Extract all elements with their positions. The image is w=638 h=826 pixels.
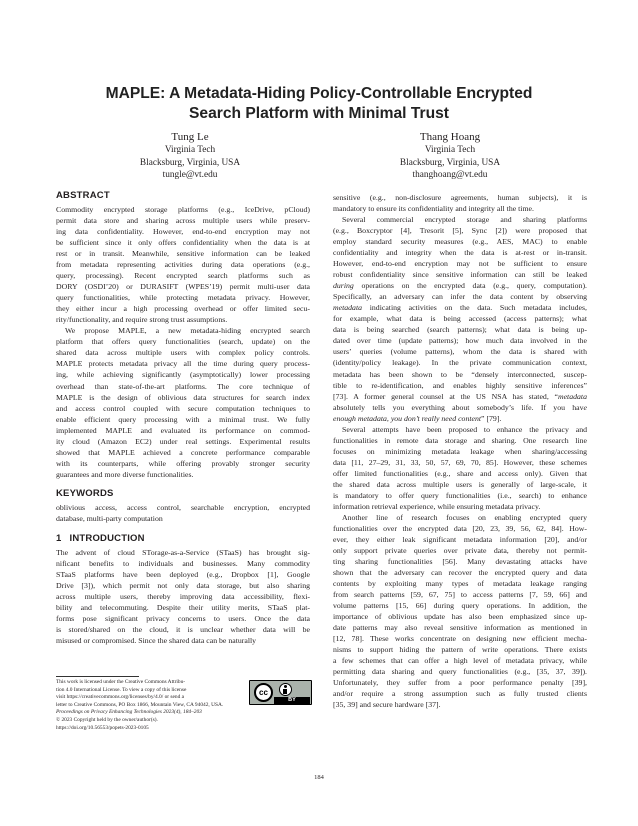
paper-title <box>40 84 598 123</box>
text-line: shared data across multiple users with complex policy controls. <box>56 348 310 358</box>
text-line: focuses on minimizing metadata leakage when sharing/accessing <box>333 446 587 456</box>
text-line: data [11, 27–29, 31, 33, 50, 57, 69, 70, 85]. However, these schemes <box>333 457 587 467</box>
text-line: Several commercial encrypted storage and sharing platforms <box>342 215 587 225</box>
text-line: bility and telecommuting. Despite their utility merits, STaaS plat- <box>56 603 310 612</box>
text-line: forms pose significant privacy concerns to users. Once the data <box>56 614 310 624</box>
text-line: (identity/policy leakage). In the private communication context, <box>333 358 587 368</box>
text-line: ity cloud (Amazon EC2) under real settings. Experimental results <box>56 436 310 446</box>
right-column <box>333 192 587 710</box>
text-line: query, processing). Recent encrypted search platforms such as <box>56 271 310 281</box>
text-line: date patterns may also reveal sensitive information as mentioned in <box>333 623 587 633</box>
text-line: Specifically, an adversary can infer the data content by observing <box>333 292 587 302</box>
text-line: importance of oblivious update has also been emphasized since up- <box>333 612 587 622</box>
text-line: permitting data sharing and query functionalities (e.g., [35, 37, 39]). <box>333 667 587 677</box>
text-line: Drive [3]), which permit not only data storage, but also sharing <box>56 580 310 590</box>
abstract-body <box>56 204 310 480</box>
text-line: functionalities over the encrypted data [20, 23, 39, 56, 62, 84]. How- <box>333 523 587 533</box>
text-line: ing, while achieving significantly (asymptotically) lower processing <box>56 370 310 380</box>
text-line: guarantees and more diverse functionalities. <box>56 469 194 479</box>
author-block <box>340 131 560 181</box>
text-line: for example, what data is being accessed (access patterns); what <box>333 314 587 324</box>
text-line: ever, they either leak significant metadata information [20], and/or <box>333 534 587 544</box>
text-line: MAPLE protects metadata privacy all the time during query process- <box>56 359 310 369</box>
section-number: 1 <box>56 532 62 544</box>
proceedings-line: Proceedings on Privacy Enhancing Technologies 2023(4), 184–203 <box>56 709 202 716</box>
text-line: employ standard security measures (e.g., AES, MAC) to enable <box>333 237 587 247</box>
text-line: shown that the adversary can recover the encrypted query and data <box>333 568 587 578</box>
license-line: letter to Creative Commons, PO Box 1866, Mountain View, CA 94042, USA. <box>56 701 224 708</box>
text-line: volume patterns [15, 66] during query operations. In addition, the <box>333 601 587 611</box>
text-line: robust confidentiality since sensitive information can still be leaked <box>333 270 587 280</box>
text-line: ing data confidentiality. However, end-to-end encryption may not <box>56 227 310 237</box>
left-column <box>56 190 310 646</box>
text-line: only support private queries over private data, thereby not permit- <box>333 546 587 555</box>
text-line: absolutely tells you everything about somebody’s life. If you have <box>333 402 587 412</box>
text-line: from search patterns [59, 67, 75] to access patterns [7, 59, 66] and <box>333 590 587 600</box>
text-line: oblivious access, access control, searchable encryption, encrypted <box>56 502 310 512</box>
author-name: Thang Hoang <box>419 131 481 143</box>
text-line: contents by exploiting many types of metadata leakage ranging <box>333 579 587 589</box>
author-location: Blacksburg, Virginia, USA <box>399 157 501 168</box>
text-line: is mandatory to offer query functionalities (i.e., search) to enhance <box>333 490 587 500</box>
text-line: Commodity encrypted storage platforms (e.g., IceDrive, pCloud) <box>56 205 310 214</box>
text-line: is stored/shared on the cloud, it is unclear whether data will be <box>56 625 310 635</box>
text-line: rest or in transit. Meanwhile, sensitive information can be leaked <box>56 249 310 259</box>
title-line: Search Platform with Minimal Trust <box>189 104 449 122</box>
license-line: visit https://creativecommons.org/licenses/by/4.0/ or send a <box>56 694 185 701</box>
license-text <box>56 679 242 709</box>
text-line: a few schemes that can offer a high level of metadata privacy, while <box>333 656 587 666</box>
text-line: Unfortunately, they suffer from a poor performance penalty [39], <box>333 678 587 688</box>
page-number: 184 <box>314 774 324 781</box>
keywords-body <box>56 502 310 524</box>
section-title: INTRODUCTION <box>69 532 145 544</box>
text-line: the shared data across multiple users is generally of large-scale, it <box>333 479 587 489</box>
doi-link[interactable]: https://doi.org/10.56553/popets-2023-0105 <box>56 724 149 731</box>
text-line: users’ queries (volume patterns), whom the data is shared with <box>333 347 587 357</box>
footnote <box>56 679 310 732</box>
text-line: and/or require a strong assumption such as fully trusted clients <box>333 689 587 699</box>
text-line: query functionalities, while protecting metadata privacy. However, <box>56 293 310 303</box>
paragraph <box>56 547 310 646</box>
attribution-person-icon <box>279 683 292 696</box>
text-line: [35, 39] and secure hardware [37]. <box>333 700 441 710</box>
license-line: tion 4.0 International License. To view a copy of this license <box>56 686 187 693</box>
keywords-heading: KEYWORDS <box>56 487 114 499</box>
text-line: ting sharing functionalities [56]. Many devastating attacks have <box>333 557 587 567</box>
text-line: enable efficient query processing with a minimal trust. We fully <box>56 414 310 424</box>
cc-by-license-badge[interactable] <box>249 680 312 705</box>
text-line: However, end-to-end encryption may not be sufficient to ensure <box>333 259 587 269</box>
author-block <box>80 131 300 181</box>
license-line: This work is licensed under the Creative Commons Attribu- <box>56 679 186 685</box>
text-line: nificant benefits to individuals and businesses. Many commodity <box>56 558 310 568</box>
text-line: across multiple users, thereby improving data accessibility, flexi- <box>56 591 310 601</box>
author-location: Blacksburg, Virginia, USA <box>139 157 241 168</box>
text-line: showed that MAPLE achieved a concrete performance comparable <box>56 447 310 457</box>
text-line: confidentiality and integrity when the data is at-rest or in-transit. <box>333 248 587 258</box>
text-line: We propose MAPLE, a new metadata-hiding encrypted search <box>65 326 310 336</box>
text-line: overhead than state-of-the-art platforms. The core technique of <box>56 381 310 391</box>
title-line: MAPLE: A Metadata-Hiding Policy-Controllable Encrypted <box>105 85 533 102</box>
text-line: tible to re-identification, and enables highly sensitive inferences” <box>333 380 587 390</box>
footnote-rule <box>56 676 139 677</box>
paragraph <box>56 325 310 479</box>
text-line: with its counterparts, while offering provably stronger security <box>56 458 310 468</box>
introduction-body <box>56 547 310 646</box>
introduction-heading <box>56 533 310 545</box>
text-line: Several attempts have been proposed to enhance the privacy and <box>342 424 587 434</box>
text-line: MAPLE is the design of oblivious data structures for search index <box>56 392 310 402</box>
text-line: metadata has been shown to be “densely interconnected, suscep- <box>333 369 587 379</box>
text-line: functionalities in remote data storage and sharing. One research line <box>333 435 587 445</box>
text-line: rity/functionality, and require strong trust assumptions. <box>56 315 228 325</box>
text-line: permit data store and sharing across multiple users while preserv- <box>56 216 310 226</box>
text-line: and access control coupled with secure computation techniques to <box>56 403 310 413</box>
text-line: be sufficient since it only offers confidentiality when the data is at <box>56 238 310 248</box>
text-line: platform that offers query functionalities (search, update) on the <box>56 337 310 347</box>
abstract-heading: ABSTRACT <box>56 190 110 201</box>
paragraph <box>333 214 587 424</box>
text-line: metadata indicating activities on the data. Such metadata includes, <box>333 303 587 313</box>
paragraph <box>333 424 587 512</box>
author-affiliation: Virginia Tech <box>164 145 216 156</box>
creative-commons-icon: cc <box>254 683 273 702</box>
text-line: STaaS platforms have been deployed (e.g., Dropbox [1], Google <box>56 569 310 579</box>
text-line: they either incur a high processing overhead or offer limited secu- <box>56 304 310 314</box>
text-line: nisms to support hiding the pattern of write operations. There exists <box>333 645 587 655</box>
by-label: BY <box>274 697 310 704</box>
text-line: during operations on the encrypted data (e.g., query, computation). <box>333 281 587 291</box>
text-line: The advent of cloud STorage-as-a-Service (STaaS) has brought sig- <box>56 547 310 557</box>
author-affiliation: Virginia Tech <box>424 145 476 156</box>
paragraph <box>333 192 587 214</box>
text-line: [12, 78]. These works concentrate on designing new efficient mecha- <box>333 634 587 644</box>
copyright-line: © 2023 Copyright held by the owner/author(s). <box>56 716 158 723</box>
text-line: [73]. A former general counsel at the US NSA has stated, “metadata <box>333 391 587 401</box>
text-line: information retrieval experience, while ensuring metadata privacy. <box>333 501 541 511</box>
text-line: offer limited functionalities (e.g., share and access only). Given that <box>333 468 587 478</box>
paragraph <box>56 204 310 325</box>
author-email: thanghoang@vt.edu <box>412 169 488 180</box>
text-line: dated over time (update patterns); how much data involved in the <box>333 336 587 346</box>
text-line: enough metadata, you don’t really need content” [79]. <box>333 413 502 423</box>
text-line: database, multi-party computation <box>56 513 163 523</box>
text-line: (e.g., Boxcryptor [4], Tresorit [5], Sync [2]) were proposed that <box>333 226 587 236</box>
text-line: data is being searched (search patterns); what data is being up- <box>333 325 587 335</box>
text-line: Another line of research focuses on enabling encrypted query <box>342 512 587 522</box>
text-line: from metadata representing activities during data operations (e.g., <box>56 260 310 270</box>
text-line: implemented MAPLE and evaluated its performance on commod- <box>56 425 310 435</box>
author-name: Tung Le <box>171 131 209 143</box>
text-line: misused or compromised. Since the shared data can be naturally <box>56 636 257 646</box>
text-line: mandatory to ensure its confidentiality and integrity all the time. <box>333 204 534 214</box>
text-line: DORY (OSDI’20) or DURASIFT (WPES’19) permit multi-user data <box>56 282 310 292</box>
paragraph <box>56 502 310 524</box>
paragraph <box>333 512 587 711</box>
text-line: sensitive (e.g., non-disclosure agreements, human subjects), it is <box>333 193 587 202</box>
author-email: tungle@vt.edu <box>162 169 218 180</box>
